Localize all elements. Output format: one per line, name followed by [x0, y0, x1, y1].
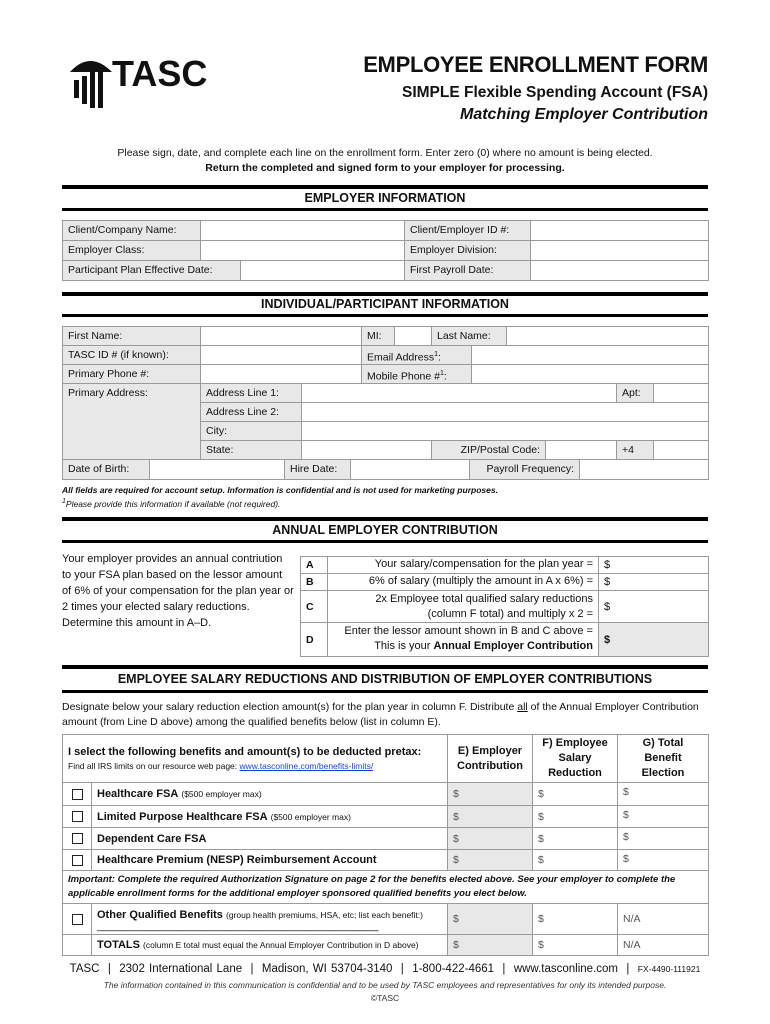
- effective-date-input[interactable]: [240, 260, 405, 281]
- state-input[interactable]: [301, 440, 432, 460]
- first-name-label: First Name:: [62, 326, 201, 346]
- tasc-id-input[interactable]: [200, 345, 362, 365]
- employer-class-input[interactable]: [200, 240, 405, 261]
- first-payroll-input[interactable]: [530, 260, 709, 281]
- checkbox-icon[interactable]: [72, 811, 83, 822]
- last-name-input[interactable]: [506, 326, 709, 346]
- benefits-select-header: I select the following benefits and amount(s) to be deducted pretax: Find all IRS limits on our resource web page: www.tasconline.com/benefits-limits/: [62, 734, 448, 783]
- form-title: EMPLOYEE ENROLLMENT FORM: [363, 52, 708, 77]
- hire-date-label: Hire Date:: [284, 459, 351, 480]
- mi-input[interactable]: [394, 326, 432, 346]
- salary-reduction-totals[interactable]: $: [532, 934, 618, 956]
- total-election-benefit-2[interactable]: $: [617, 827, 709, 850]
- footer-contact: TASC | 2302 International Lane | Madison, WI 53704-3140 | 1-800-422-4661 | www.tasconline.com | FX-4490-111921: [69, 963, 701, 975]
- column-f-header: F) Employee Salary Reduction: [532, 734, 618, 783]
- payroll-frequency-label: Payroll Frequency:: [469, 459, 580, 480]
- total-election-benefit-3[interactable]: $: [617, 849, 709, 871]
- checkbox-icon[interactable]: [72, 855, 83, 866]
- total-election-benefit-0[interactable]: $: [617, 782, 709, 806]
- row-letter: C: [300, 590, 328, 623]
- employer-contribution-benefit-0[interactable]: $: [447, 782, 533, 806]
- benefit-name-benefit-2: Dependent Care FSA: [91, 827, 448, 850]
- employer-id-input[interactable]: [530, 220, 709, 241]
- benefit-name-benefit-3: Healthcare Premium (NESP) Reimbursement Account: [91, 849, 448, 871]
- form-tagline: Matching Employer Contribution: [460, 106, 708, 123]
- address-line-1-label: Address Line 1:: [200, 383, 302, 403]
- required-note: All fields are required for account setup. Information is confidential and is not used for marketing purposes.: [62, 485, 498, 495]
- zip-label: ZIP/Postal Code:: [431, 440, 546, 460]
- salary-description: Designate below your salary reduction election amount(s) for the plan year in column F. Distribute all of the Annual Employer Contribution amount (from Line D above) among the qualified benefits below (list in column E).: [62, 701, 699, 728]
- apt-input[interactable]: [653, 383, 709, 403]
- plus4-label: +4: [616, 440, 654, 460]
- row-letter: A: [300, 556, 328, 574]
- benefit-name-benefit-0: Healthcare FSA ($500 employer max): [91, 782, 448, 806]
- salary-reduction-benefit-3[interactable]: $: [532, 849, 618, 871]
- employer-division-input[interactable]: [530, 240, 709, 261]
- row-b-amount[interactable]: $: [598, 573, 709, 591]
- last-name-label: Last Name:: [431, 326, 507, 346]
- salary-reduction-benefit-2[interactable]: $: [532, 827, 618, 850]
- benefit-name-benefit-1: Limited Purpose Healthcare FSA ($500 employer max): [91, 805, 448, 828]
- column-e-header: E) Employer Contribution: [447, 734, 533, 783]
- svg-text:TASC: TASC: [112, 53, 208, 94]
- instructions-return: Return the completed and signed form to your employer for processing.: [205, 162, 565, 174]
- annual-description: Your employer provides an annual contriution to your FSA plan based on the lessor amount of 6% of your compensation for the plan year or 2 times your elected salary reductions. Determine this amount in A–D.: [62, 553, 294, 629]
- state-label: State:: [200, 440, 302, 460]
- employer-class-label: Employer Class:: [62, 240, 201, 261]
- benefit-checkbox[interactable]: [62, 782, 92, 806]
- apt-label: Apt:: [616, 383, 654, 403]
- tasc-id-label: TASC ID # (if known):: [62, 345, 201, 365]
- zip-plus4-input[interactable]: [653, 440, 709, 460]
- primary-address-label: Primary Address:: [62, 383, 201, 460]
- annual-section-heading: ANNUAL EMPLOYER CONTRIBUTION: [272, 523, 498, 537]
- employer-contribution-benefit-3[interactable]: $: [447, 849, 533, 871]
- salary-reduction-other[interactable]: $: [532, 903, 618, 935]
- irs-limits-link[interactable]: www.tasconline.com/benefits-limits/: [239, 760, 374, 771]
- mi-label: MI:: [361, 326, 395, 346]
- important-note: Important: Complete the required Authorization Signature on page 2 for the benefits elected above. See your employer to complete the applicable enrollment forms for the additional employer sponsored qualified benefits you elect below.: [62, 870, 709, 904]
- footer-copyright: ©TASC: [370, 993, 400, 1003]
- employer-division-label: Employer Division:: [404, 240, 531, 261]
- row-letter: D: [300, 622, 328, 657]
- total-election-benefit-1[interactable]: $: [617, 805, 709, 828]
- address-line-1-input[interactable]: [301, 383, 617, 403]
- salary-reduction-benefit-0[interactable]: $: [532, 782, 618, 806]
- email-input[interactable]: [471, 345, 709, 365]
- total-election-totals[interactable]: N/A: [617, 934, 709, 956]
- dob-input[interactable]: [149, 459, 285, 480]
- payroll-frequency-input[interactable]: [579, 459, 709, 480]
- row-b-description: 6% of salary (multiply the amount in A x 6%) =: [327, 573, 599, 591]
- hire-date-input[interactable]: [350, 459, 470, 480]
- benefit-checkbox[interactable]: [62, 805, 92, 828]
- benefit-checkbox[interactable]: [62, 903, 92, 935]
- first-payroll-label: First Payroll Date:: [404, 260, 531, 281]
- company-name-label: Client/Company Name:: [62, 220, 201, 241]
- employer-section-heading: EMPLOYER INFORMATION: [304, 191, 466, 205]
- row-letter: B: [300, 573, 328, 591]
- checkbox-icon[interactable]: [72, 833, 83, 844]
- benefit-name-other: Other Qualified Benefits (group health premiums, HSA, etc; list each benefit:) ______________________________________________: [91, 903, 448, 935]
- row-a-description: Your salary/compensation for the plan year =: [327, 556, 599, 574]
- city-input[interactable]: [301, 421, 709, 441]
- form-subtitle: SIMPLE Flexible Spending Account (FSA): [402, 84, 708, 101]
- address-line-2-label: Address Line 2:: [200, 402, 302, 422]
- address-line-2-input[interactable]: [301, 402, 709, 422]
- row-c-amount[interactable]: $: [598, 590, 709, 623]
- salary-reduction-benefit-1[interactable]: $: [532, 805, 618, 828]
- tasc-logo: [66, 50, 226, 112]
- row-a-amount[interactable]: $: [598, 556, 709, 574]
- effective-date-label: Participant Plan Effective Date:: [62, 260, 241, 281]
- column-g-header: G) Total Benefit Election: [617, 734, 709, 783]
- company-name-input[interactable]: [200, 220, 405, 241]
- first-name-input[interactable]: [200, 326, 362, 346]
- employer-contribution-totals[interactable]: $: [447, 934, 533, 956]
- checkbox-icon[interactable]: [72, 789, 83, 800]
- row-c-description: 2x Employee total qualified salary reductions (column F total) and multiply x 2 =: [327, 590, 599, 623]
- employer-id-label: Client/Employer ID #:: [404, 220, 531, 241]
- city-label: City:: [200, 421, 302, 441]
- zip-input[interactable]: [545, 440, 617, 460]
- email-label: Email Address$^1$:: [361, 345, 472, 365]
- participant-section-heading: INDIVIDUAL/PARTICIPANT INFORMATION: [261, 297, 509, 311]
- total-election-other[interactable]: N/A: [617, 903, 709, 935]
- dob-label: Date of Birth:: [62, 459, 150, 480]
- benefit-checkbox[interactable]: [62, 849, 92, 871]
- mobile-phone-input[interactable]: [471, 364, 709, 384]
- employer-contribution-benefit-2[interactable]: $: [447, 827, 533, 850]
- checkbox-icon[interactable]: [72, 914, 83, 925]
- row-d-description: Enter the lessor amount shown in B and C above = This is your Annual Employer Contribution: [327, 622, 599, 657]
- instructions: Please sign, date, and complete each line on the enrollment form. Enter zero (0) where no amount is being elected.: [117, 147, 653, 159]
- employer-contribution-other[interactable]: $: [447, 903, 533, 935]
- footer-website[interactable]: www.tasconline.com: [513, 963, 618, 975]
- benefit-checkbox[interactable]: [62, 827, 92, 850]
- primary-phone-label: Primary Phone #:: [62, 364, 201, 384]
- mobile-phone-label: Mobile Phone #$^1$:: [361, 364, 472, 384]
- primary-phone-input[interactable]: [200, 364, 362, 384]
- empty-cell: [62, 934, 92, 956]
- optional-note: $^1$Please provide this information if available (not required).: [62, 498, 281, 509]
- footer-disclaimer: The information contained in this communication is confidential and to be used by TASC employees and representatives for only its intended purpose.: [103, 980, 667, 990]
- salary-section-heading: EMPLOYEE SALARY REDUCTIONS AND DISTRIBUTION OF EMPLOYER CONTRIBUTIONS: [117, 672, 653, 686]
- row-d-amount[interactable]: $: [598, 622, 709, 657]
- employer-contribution-benefit-1[interactable]: $: [447, 805, 533, 828]
- benefit-name-totals: TOTALS (column E total must equal the Annual Employer Contribution in D above): [91, 934, 448, 956]
